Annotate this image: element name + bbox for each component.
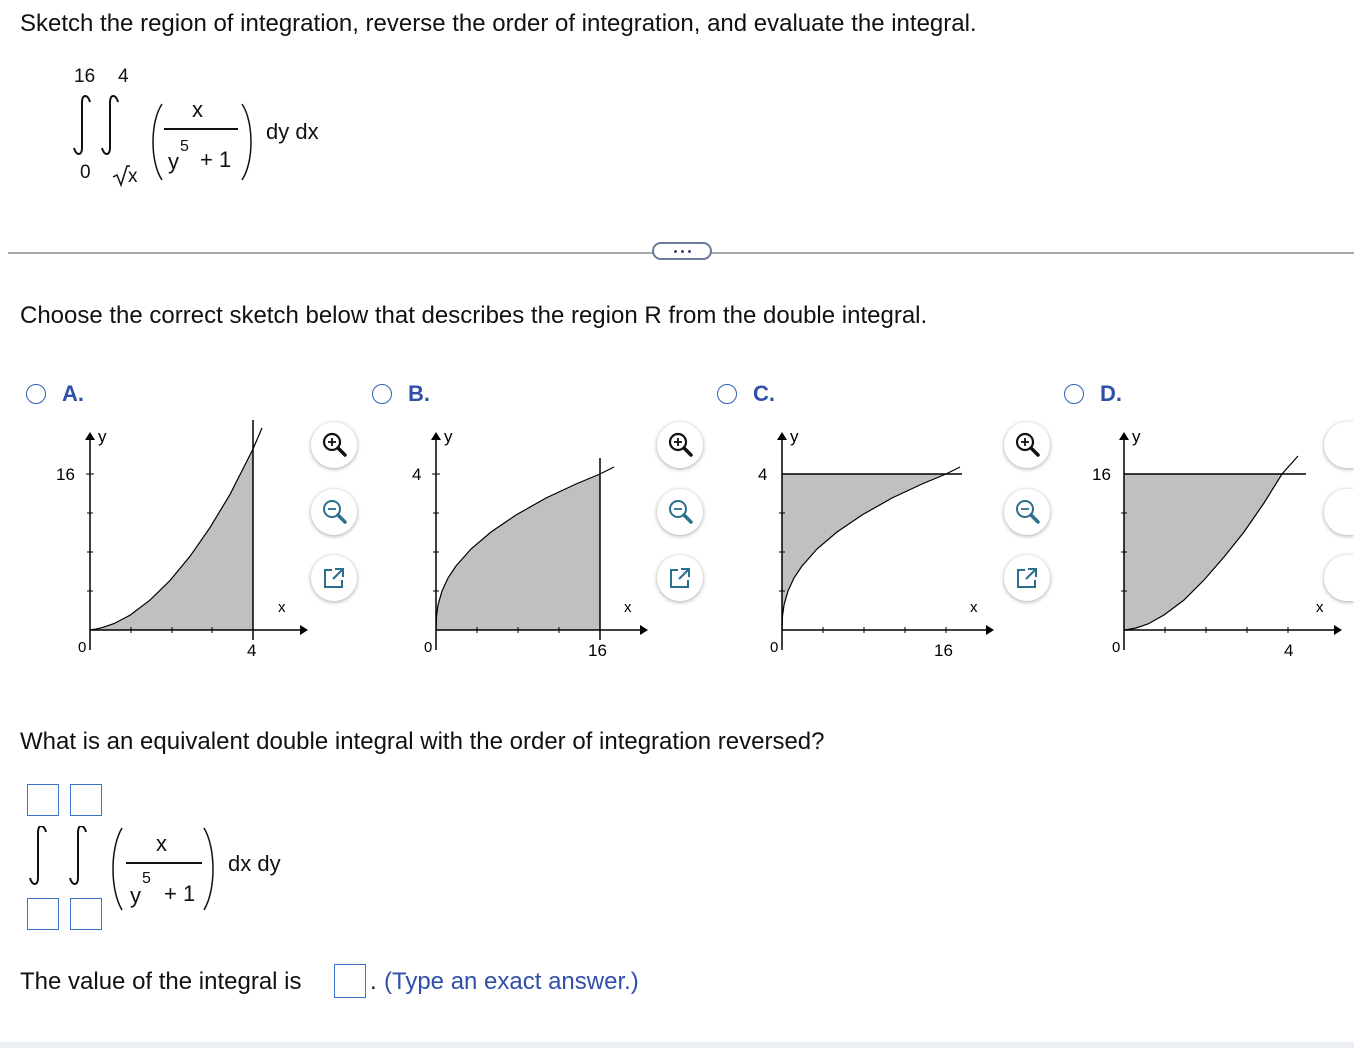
option-c-y-label: y [790,427,799,446]
option-a-x-tick: 4 [247,641,257,660]
open-in-new-icon [668,566,692,590]
option-b-label: B. [408,381,430,406]
right-paren [238,102,258,182]
denominator-rest: + 1 [200,147,232,172]
outer-upper-limit: 16 [74,66,96,87]
reversed-denominator-exponent: 5 [142,870,151,887]
option-a-x-label: x [278,599,286,616]
reversed-integral-signs [24,826,104,890]
differentials: dy dx [266,119,319,144]
zoom-in-icon [1013,431,1041,459]
option-b-x-label: x [624,599,632,616]
inner-lower-limit: x [128,166,138,187]
zoom-out-icon [320,498,348,526]
inner-upper-limit: 4 [118,66,129,87]
bottom-bar [0,1042,1354,1048]
numerator: x [192,97,203,122]
option-d-y-label: y [1132,427,1141,446]
option-c-zoom-out-button[interactable] [1004,489,1050,535]
option-b-x-tick: 16 [588,641,607,660]
zoom-out-icon [1013,498,1041,526]
zoom-out-icon [666,498,694,526]
option-d-y-tick: 16 [1092,465,1111,484]
outer-upper-input[interactable] [27,784,59,816]
option-a-y-tick: 16 [56,465,75,484]
option-d-graph [1084,420,1354,665]
reversed-left-paren [106,826,126,912]
inner-upper-input[interactable] [70,784,102,816]
option-c-graph [742,420,1002,665]
option-a-graph [50,420,310,665]
integral-value-input[interactable] [334,964,366,998]
open-in-new-icon [1015,566,1039,590]
reversed-denominator-rest: + 1 [164,881,196,906]
option-c-origin: 0 [770,639,779,656]
value-hint: (Type an exact answer.) [384,968,639,995]
option-a-radio[interactable] [26,384,46,404]
option-c-open-new-button[interactable] [1004,555,1050,601]
option-c-x-label: x [970,599,978,616]
left-paren [146,102,166,182]
outer-lower-limit: 0 [80,162,91,183]
inner-lower-input[interactable] [70,898,102,930]
option-a-y-label: y [98,427,107,446]
option-d-x-label: x [1316,599,1324,616]
option-a-label: A. [62,381,84,406]
option-d-origin: 0 [1112,639,1121,656]
reversed-denominator-base: y [130,883,141,908]
option-a-origin: 0 [78,639,87,656]
zoom-in-icon [666,431,694,459]
question-1: Choose the correct sketch below that describes the region R from the double integral. [20,302,928,329]
option-d-x-tick: 4 [1284,641,1294,660]
outer-lower-input[interactable] [27,898,59,930]
question-2: What is an equivalent double integral with the order of integration reversed? [20,728,825,755]
show-more-button[interactable] [652,242,712,260]
option-a-zoom-out-button[interactable] [311,489,357,535]
denominator-exponent: 5 [180,138,189,155]
denominator-base: y [168,149,179,174]
option-b-open-new-button[interactable] [657,555,703,601]
fraction-bar [164,128,238,130]
open-in-new-icon [322,566,346,590]
integral-signs [68,94,128,158]
option-d-radio[interactable] [1064,384,1084,404]
value-suffix: . [370,968,377,995]
option-c-x-tick: 16 [934,641,953,660]
option-b-radio[interactable] [372,384,392,404]
option-c-label: C. [753,381,775,406]
option-c-radio[interactable] [717,384,737,404]
instruction-text: Sketch the region of integration, reverse the order of integration, and evaluate the integral. [20,10,977,37]
option-b-y-tick: 4 [412,465,422,484]
option-a-open-new-button[interactable] [311,555,357,601]
reversed-right-paren [200,826,220,912]
option-b-y-label: y [444,427,453,446]
option-a-zoom-in-button[interactable] [311,422,357,468]
value-prefix: The value of the integral is [20,968,302,995]
option-c-y-tick: 4 [758,465,768,484]
zoom-in-icon [320,431,348,459]
option-b-zoom-in-button[interactable] [657,422,703,468]
option-b-origin: 0 [424,639,433,656]
option-b-graph [396,420,656,665]
option-d-label: D. [1100,381,1122,406]
reversed-fraction-bar [126,862,202,864]
reversed-differentials: dx dy [228,851,281,876]
option-b-zoom-out-button[interactable] [657,489,703,535]
reversed-numerator: x [156,831,167,856]
option-c-zoom-in-button[interactable] [1004,422,1050,468]
